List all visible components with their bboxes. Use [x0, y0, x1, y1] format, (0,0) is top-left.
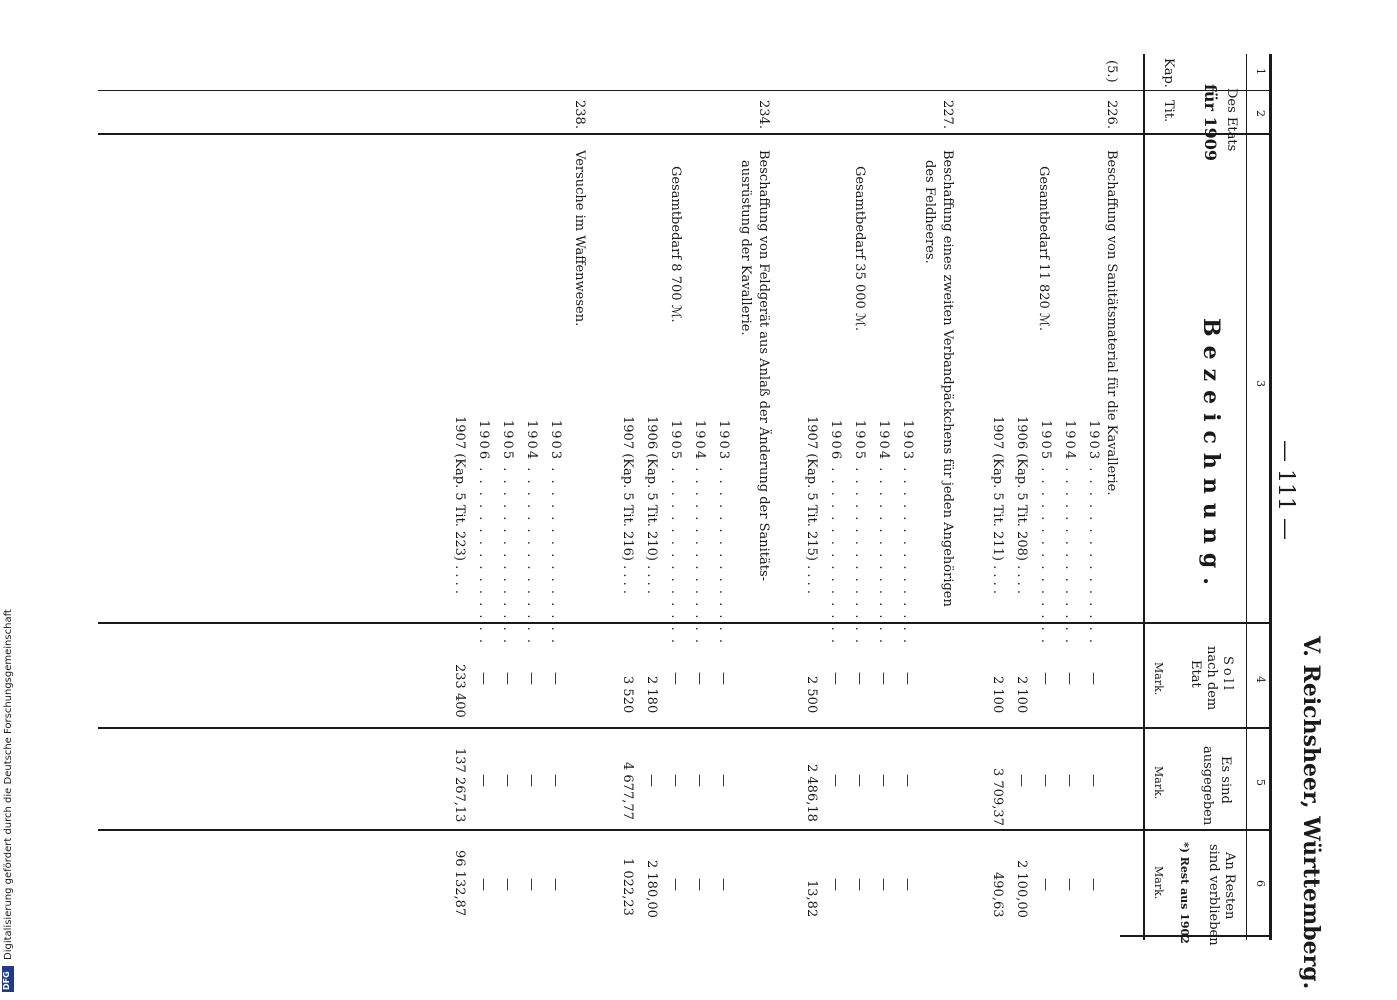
entry-234-year-1904: 1904 . . . . . . . . . . . . . . .: [692, 420, 707, 646]
entry-234-year-1906: 1906 (Kap. 5 Tit. 210) . . . .: [644, 416, 659, 595]
entry-238-aus-1903: —: [548, 774, 563, 787]
header-aus-mark: Mark.: [1152, 766, 1165, 800]
header-rest-1: An Resten: [1222, 852, 1237, 920]
entry-226-year-1903: 1903 . . . . . . . . . . . . . . .: [1086, 420, 1101, 646]
header-aus-1: Es sind: [1218, 756, 1233, 804]
entry-238-soll-1904: —: [524, 672, 539, 685]
entry-227-aus-1905: —: [852, 774, 867, 787]
table-right-rule: [1120, 935, 1270, 937]
entry-238-rest-1904: —: [524, 878, 539, 891]
entry-227-aus-1906: —: [828, 774, 843, 787]
entry-226-rest-1904: —: [1062, 878, 1077, 891]
entry-227-year-1907: 1907 (Kap. 5 Tit. 215) . . . .: [804, 416, 819, 595]
entry-234-soll-1903: —: [716, 672, 731, 685]
entry-226-title: Beschaffung von Sanitätsmaterial für die Kavallerie.: [1104, 150, 1119, 496]
entry-234-rest-1904: —: [692, 878, 707, 891]
entry-226-soll-1904: —: [1062, 672, 1077, 685]
entry-226-year-1904: 1904 . . . . . . . . . . . . . . .: [1062, 420, 1077, 646]
entry-226-aus-1907: 3 709,37: [990, 768, 1005, 826]
entry-238-soll-1905: —: [500, 672, 515, 685]
col-number-4: 4: [1254, 676, 1267, 683]
entry-234-aus-1904: —: [692, 774, 707, 787]
entry-227-aus-1907: 2 486,18: [804, 764, 819, 822]
entry-238-soll-1903: —: [548, 672, 563, 685]
entry-226-aus-1904: —: [1062, 774, 1077, 787]
entry-234-aus-1907: 4 677,77: [620, 762, 635, 820]
entry-226-rest-1906: 2 100,00: [1014, 860, 1029, 918]
entry-226-year-1907: 1907 (Kap. 5 Tit. 211) . . . .: [990, 416, 1005, 595]
header-soll-1: Soll: [1220, 656, 1235, 694]
header-etat-line1: Des Etats: [1224, 88, 1239, 152]
header-soll-mark: Mark.: [1152, 662, 1165, 696]
entry-238-rest-1905: —: [500, 878, 515, 891]
header-rest-mark: Mark.: [1152, 866, 1165, 900]
entry-227-aus-1903: —: [900, 774, 915, 787]
page-number: — 111 —: [1273, 440, 1298, 540]
entry-227-rest-1907: 13,82: [804, 880, 819, 918]
entry-234-soll-1905: —: [668, 672, 683, 685]
col-number-5: 5: [1254, 779, 1267, 786]
entry-238-year-1907: 1907 (Kap. 5 Tit. 223) . . . .: [452, 416, 467, 595]
entry-226-kap: (5.): [1104, 60, 1119, 83]
col-number-2: 2: [1254, 110, 1267, 117]
entry-234-gesamt: Gesamtbedarf 8 700 ℳ.: [668, 166, 683, 323]
digitization-note: Digitalisierung gefördert durch die Deutsche Forschungsgemeinschaft: [3, 609, 14, 960]
col-rule-5: [98, 829, 1270, 831]
entry-234-year-1905: 1905 . . . . . . . . . . . . . . .: [668, 420, 683, 646]
entry-226-soll-1903: —: [1086, 672, 1101, 685]
entry-238-year-1905: 1905 . . . . . . . . . . . . . . .: [500, 420, 515, 646]
entry-238-rest-1903: —: [548, 878, 563, 891]
entry-234-rest-1905: —: [668, 878, 683, 891]
entry-226-rest-1905: —: [1038, 878, 1053, 891]
entry-227-soll-1905: —: [852, 672, 867, 685]
entry-227-year-1903: 1903 . . . . . . . . . . . . . . .: [900, 420, 915, 646]
entry-234-aus-1905: —: [668, 774, 683, 787]
entry-238-soll-1906: —: [476, 672, 491, 685]
entry-226-aus-1903: —: [1086, 774, 1101, 787]
entry-234-year-1907: 1907 (Kap. 5 Tit. 216) . . . .: [620, 416, 635, 595]
entry-234-rest-1903: —: [716, 878, 731, 891]
entry-227-year-1905: 1905 . . . . . . . . . . . . . . .: [852, 420, 867, 646]
entry-238-aus-1904: —: [524, 774, 539, 787]
entry-234-aus-1906: —: [644, 774, 659, 787]
entry-227-title-1: Beschaffung eines zweiten Verbandpäckchens für jeden Angehörigen: [940, 150, 955, 607]
entry-238-aus-1907: 137 267,13: [452, 748, 467, 823]
header-rest-2: sind verblieben: [1206, 844, 1221, 946]
header-aus-2: ausgegeben: [1200, 746, 1215, 826]
entry-226-soll-1906: 2 100: [1014, 676, 1029, 714]
entry-227-rest-1905: —: [852, 878, 867, 891]
dfg-logo-text: DFG: [2, 971, 11, 990]
header-soll-3: Etat: [1188, 660, 1203, 688]
entry-234-soll-1906: 2 180: [644, 676, 659, 714]
header-bottom-rule: [1143, 54, 1145, 940]
entry-238-soll-1907: 233 400: [452, 664, 467, 718]
entry-227-tit: 227.: [940, 100, 955, 129]
header-kap: Kap.: [1161, 58, 1176, 88]
entry-226-gesamt: Gesamtbedarf 11 820 ℳ.: [1036, 166, 1051, 331]
entry-226-rest-1903: —: [1086, 878, 1101, 891]
header-etat-line2: für 1909: [1201, 84, 1220, 162]
entry-238-tit: 238.: [572, 100, 587, 129]
entry-227-year-1906: 1906 . . . . . . . . . . . . . . .: [828, 420, 843, 646]
entry-227-gesamt: Gesamtbedarf 35 000 ℳ.: [852, 166, 867, 331]
entry-227-rest-1903: —: [900, 878, 915, 891]
entry-226-year-1905: 1905 . . . . . . . . . . . . . . .: [1038, 420, 1053, 646]
entry-238-aus-1906: —: [476, 774, 491, 787]
header-soll-2: nach dem: [1204, 646, 1219, 711]
entry-238-year-1903: 1903 . . . . . . . . . . . . . . .: [548, 420, 563, 646]
entry-227-year-1904: 1904 . . . . . . . . . . . . . . .: [876, 420, 891, 646]
entry-226-soll-1907: 2 100: [990, 676, 1005, 714]
entry-227-aus-1904: —: [876, 774, 891, 787]
entry-227-soll-1903: —: [900, 672, 915, 685]
entry-227-title-2: des Feldheeres.: [922, 160, 937, 264]
entry-238-aus-1905: —: [500, 774, 515, 787]
entry-234-year-1903: 1903 . . . . . . . . . . . . . . .: [716, 420, 731, 646]
entry-226-rest-1907: 490,63: [990, 872, 1005, 918]
entry-234-tit: 234.: [756, 100, 771, 129]
entry-227-rest-1904: —: [876, 878, 891, 891]
entry-234-rest-1907: 1 022,23: [620, 858, 635, 916]
entry-226-aus-1906: —: [1014, 774, 1029, 787]
entry-234-rest-1906: 2 180,00: [644, 860, 659, 918]
entry-238-year-1906: 1906 . . . . . . . . . . . . . . .: [476, 420, 491, 646]
entry-238-rest-1906: —: [476, 878, 491, 891]
running-head: V. Reichsheer, Württemberg.: [1298, 636, 1324, 990]
entry-227-soll-1906: —: [828, 672, 843, 685]
header-rest-3: *) Rest aus 1902: [1178, 842, 1191, 944]
entry-238-year-1904: 1904 . . . . . . . . . . . . . . .: [524, 420, 539, 646]
col-rule-2: [98, 133, 1270, 135]
entry-226-tit: 226.: [1104, 100, 1119, 129]
entry-238-title: Versuche im Waffenwesen.: [572, 150, 587, 327]
entry-234-soll-1907: 3 520: [620, 676, 635, 714]
header-tit: Tit.: [1161, 100, 1176, 123]
col-rule-4: [98, 727, 1270, 729]
entry-227-soll-1907: 2 500: [804, 676, 819, 714]
entry-226-aus-1905: —: [1038, 774, 1053, 787]
entry-238-rest-1907: 96 132,87: [452, 850, 467, 917]
col-number-1: 1: [1254, 68, 1267, 75]
entry-227-rest-1906: —: [828, 878, 843, 891]
entry-234-aus-1903: —: [716, 774, 731, 787]
entry-234-title-1: Beschaffung von Feldgerät aus Anlaß der Änderung der Sanitäts-: [756, 150, 771, 582]
dfg-logo: [2, 966, 14, 992]
col-number-3: 3: [1254, 380, 1267, 387]
entry-234-title-2: ausrüstung der Kavallerie.: [738, 160, 753, 336]
entry-226-year-1906: 1906 (Kap. 5 Tit. 208) . . . .: [1014, 416, 1029, 595]
entry-234-soll-1904: —: [692, 672, 707, 685]
entry-227-soll-1904: —: [876, 672, 891, 685]
colnum-rule: [1246, 54, 1247, 940]
table-top-rule: [1269, 54, 1272, 940]
header-bezeichnung: Bezeichnung.: [1198, 318, 1224, 594]
col-rule-1: [98, 90, 1270, 91]
entry-226-soll-1905: —: [1038, 672, 1053, 685]
col-number-6: 6: [1254, 880, 1267, 887]
